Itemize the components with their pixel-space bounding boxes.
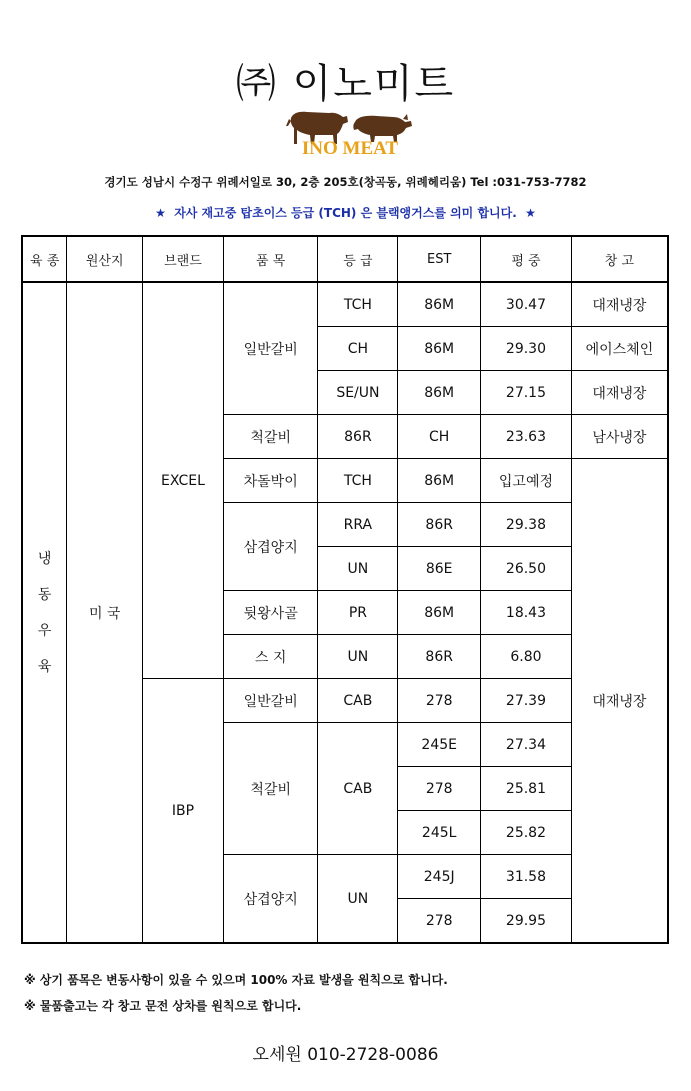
weight-cell: 27.34 — [481, 723, 572, 767]
weight-cell: 29.30 — [481, 327, 572, 371]
storage-cell: 대재냉장 — [571, 371, 668, 415]
item-cell: 척갈비 — [223, 415, 318, 459]
grade-cell: TCH — [318, 282, 398, 327]
est-cell: 278 — [398, 767, 481, 811]
est-cell: 86M — [398, 591, 481, 635]
col-header-storage: 창 고 — [571, 236, 668, 282]
weight-cell: 6.80 — [481, 635, 572, 679]
est-cell: 245E — [398, 723, 481, 767]
weight-cell: 31.58 — [481, 855, 572, 899]
col-header-est: EST — [398, 236, 481, 282]
weight-cell: 23.63 — [481, 415, 572, 459]
meat-type-cell — [22, 282, 67, 943]
grade-cell: TCH — [318, 459, 398, 503]
col-header-meat-type: 육 종 — [22, 236, 67, 282]
star-icon: ★ — [155, 206, 166, 220]
est-cell: 278 — [398, 679, 481, 723]
storage-cell: 대재냉장 — [571, 459, 668, 944]
est-cell: 86R — [398, 635, 481, 679]
est-cell: 245L — [398, 811, 481, 855]
meat-type-char: 육 — [37, 658, 52, 675]
grade-cell: UN — [318, 547, 398, 591]
col-header-brand: 브랜드 — [143, 236, 224, 282]
company-address: 경기도 성남시 수정구 위례서일로 30, 2층 205호(창곡동, 위례헤리움) Tel :031-753-7782 — [104, 175, 587, 189]
grade-cell: 86R — [318, 415, 398, 459]
notice-line — [0, 204, 691, 221]
grade-cell: RRA — [318, 503, 398, 547]
meat-type-char: 동 — [37, 586, 52, 603]
col-header-origin: 원산지 — [67, 236, 143, 282]
weight-cell: 입고예정 — [481, 459, 572, 503]
est-cell: CH — [398, 415, 481, 459]
footnote-1: ※ 상기 품목은 변동사항이 있을 수 있으며 100% 자료 발생을 원칙으로 합니다. — [24, 973, 448, 987]
est-cell: 86E — [398, 547, 481, 591]
item-cell: 차돌박이 — [223, 459, 318, 503]
est-cell: 86M — [398, 459, 481, 503]
item-cell: 일반갈비 — [223, 679, 318, 723]
meat-type-char: 냉 — [37, 550, 52, 567]
grade-cell: CAB — [318, 723, 398, 855]
weight-cell: 25.81 — [481, 767, 572, 811]
weight-cell: 27.39 — [481, 679, 572, 723]
item-cell: 삼겹양지 — [223, 503, 318, 591]
col-header-item: 품 목 — [223, 236, 318, 282]
contact-info: 오세원 010-2728-0086 — [252, 1045, 439, 1065]
col-header-weight: 평 중 — [481, 236, 572, 282]
notice-text: 자사 재고중 탑초이스 등급 (TCH) 은 블랙앵거스를 의미 합니다. — [174, 206, 517, 220]
weight-cell: 18.43 — [481, 591, 572, 635]
star-icon: ★ — [525, 206, 536, 220]
table-header-row — [22, 236, 668, 282]
item-cell: 삼겹양지 — [223, 855, 318, 944]
weight-cell: 30.47 — [481, 282, 572, 327]
company-title: ㈜ 이노미트 — [235, 61, 456, 107]
footnote-2: ※ 물품출고는 각 창고 문전 상차를 원칙으로 합니다. — [24, 999, 302, 1013]
est-cell: 86M — [398, 371, 481, 415]
storage-cell: 에이스체인 — [571, 327, 668, 371]
grade-cell: UN — [318, 855, 398, 944]
item-cell: 척갈비 — [223, 723, 318, 855]
grade-cell: UN — [318, 635, 398, 679]
table-row — [22, 282, 668, 327]
storage-cell: 남사냉장 — [571, 415, 668, 459]
grade-cell: SE/UN — [318, 371, 398, 415]
storage-cell: 대재냉장 — [571, 282, 668, 327]
item-cell: 뒷왕사골 — [223, 591, 318, 635]
est-cell: 278 — [398, 899, 481, 944]
col-header-grade: 등 급 — [318, 236, 398, 282]
grade-cell: CH — [318, 327, 398, 371]
logo-text: INO MEAT — [301, 138, 399, 159]
weight-cell: 27.15 — [481, 371, 572, 415]
item-cell: 일반갈비 — [223, 282, 318, 415]
item-cell: 스 지 — [223, 635, 318, 679]
origin-cell: 미 국 — [67, 282, 143, 943]
est-cell: 86M — [398, 282, 481, 327]
est-cell: 86M — [398, 327, 481, 371]
company-logo — [285, 108, 415, 160]
grade-cell: CAB — [318, 679, 398, 723]
grade-cell: PR — [318, 591, 398, 635]
weight-cell: 25.82 — [481, 811, 572, 855]
weight-cell: 29.38 — [481, 503, 572, 547]
meat-type-char: 우 — [37, 622, 52, 639]
weight-cell: 29.95 — [481, 899, 572, 944]
inventory-table — [21, 235, 669, 944]
est-cell: 86R — [398, 503, 481, 547]
brand-cell: IBP — [143, 679, 224, 944]
brand-cell: EXCEL — [143, 282, 224, 679]
weight-cell: 26.50 — [481, 547, 572, 591]
est-cell: 245J — [398, 855, 481, 899]
